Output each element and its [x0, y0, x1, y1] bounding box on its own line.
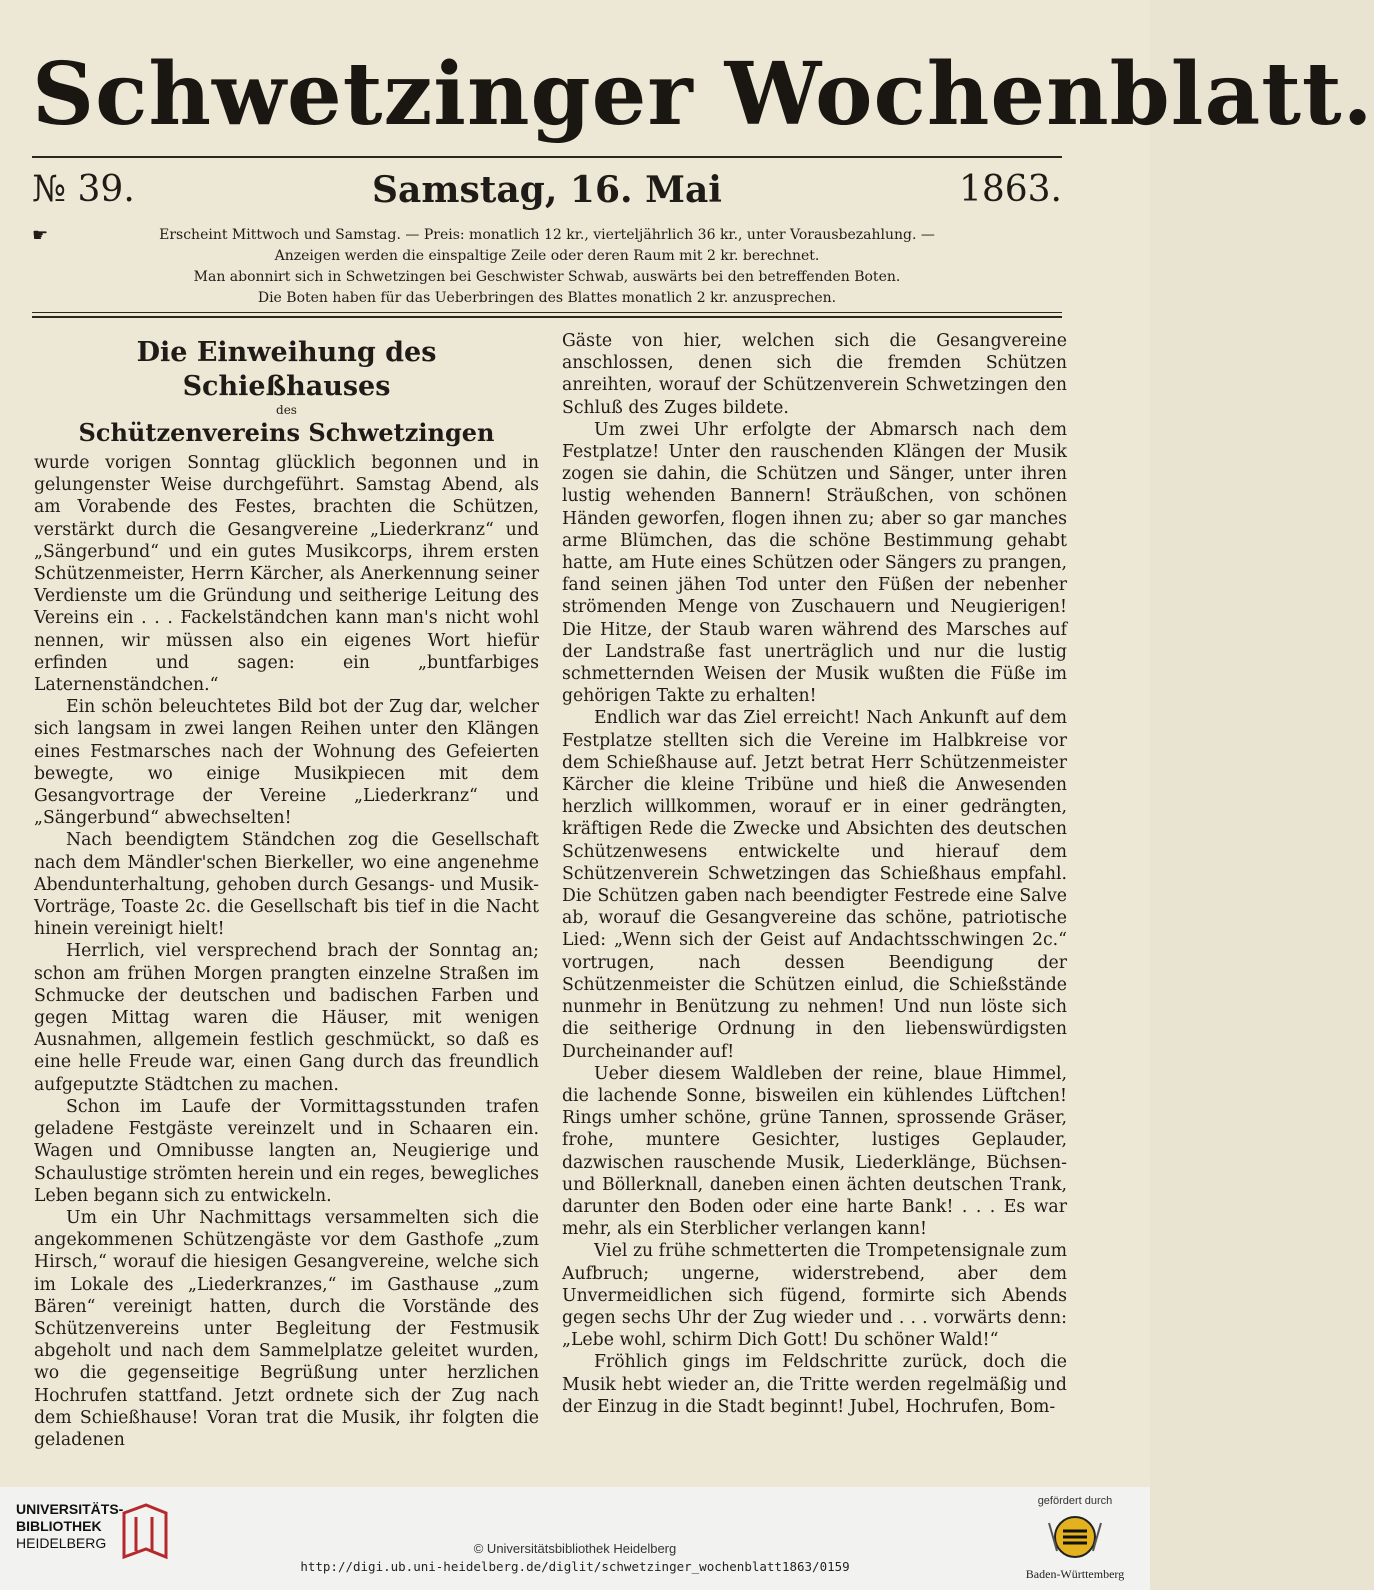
permalink-url[interactable]: http://digi.ub.uni-heidelberg.de/diglit/schwetzinger_wochenblatt1863/0159 — [300, 1559, 850, 1574]
terms-line-1: Erscheint Mittwoch und Samstag. — Preis: monatlich 12 kr., vierteljährlich 36 kr., unter Vorausbezahlung. — — [159, 227, 935, 243]
terms-rule-top — [32, 312, 1062, 313]
issue-date: Samstag, 16. Mai — [372, 169, 722, 211]
article-subhead: Schützenvereins Schwetzingen — [78, 418, 495, 447]
issue-year: 1863. — [958, 169, 1062, 210]
terms-rule-bottom — [32, 316, 1062, 318]
issue-number: № 39. — [32, 169, 135, 210]
paragraph: Fröhlich gings im Feldschritte zurück, doch die Musik hebt wieder an, die Tritte werden regelmäßig und der Einzug in die Stadt beginnt! Jubel, Hochrufen, Bom- — [562, 1352, 1067, 1417]
paragraph: Ueber diesem Waldleben der reine, blaue Himmel, die lachende Sonne, bisweilen ein kühlendes Lüftchen! Rings umher schöne, grüne Tannen, sprossende Gräser, frohe, muntere Gesichter, lustiges Geplauder, dazwischen rauschende Musik, Liederklänge, Büchsen- und Böllerknall, daneben einen ächten deutschen Trank, darunter den Boden oder eine harte Bank! . . . Es war mehr, als ein Sterblicher verlangen kann! — [562, 1063, 1067, 1240]
funder-name: Baden-Württemberg — [1025, 1567, 1125, 1581]
paragraph: Ein schön beleuchtetes Bild bot der Zug dar, welcher sich langsam in zwei langen Reihen unter den Klängen eines Festmarsches nach der Wohnung des Gefeierten bewegte, wo einige Musikpiecen mit dem Gesangvortrage der Vereine „Liederkranz“ und „Sängerbund“ abwechselten! — [34, 697, 539, 829]
article-headline-des: des — [276, 403, 297, 417]
article-headline: Die Einweihung des Schießhauses — [136, 337, 437, 402]
library-name-line-2: BIBLIOTHEK — [16, 1518, 102, 1534]
subscription-terms — [32, 225, 1062, 309]
issue-line — [32, 165, 1062, 215]
terms-line-3: Man abonnirt sich in Schwetzingen bei Geschwister Schwab, auswärts bei den betreffenden Boten. — [193, 269, 901, 285]
library-name-line-1: UNIVERSITÄTS- — [16, 1501, 124, 1517]
library-name-line-3: HEIDELBERG — [16, 1535, 107, 1551]
paragraph: wurde vorigen Sonntag glücklich begonnen und in gelungenster Weise durchgeführt. Samstag Abend, als am Vorabende des Festes, brachten die Schützen, verstärkt durch die Gesangvereine „Liederkranz“ und „Sängerbund“ und ein gutes Musikcorps, ihrem ersten Schützenmeister, Herrn Kärcher, als Anerkennung seiner Verdienste um die Gründung und seitherige Leitung des Vereins ein . . . Fackelständchen kann man's nicht wohl nennen, wir müssen also ein eigenes Wort hiefür erfinden und sagen: ein „buntfarbiges Laternenständchen.“ — [34, 453, 539, 696]
masthead-title: Schwetzinger Wochenblatt. — [32, 44, 1374, 145]
copyright-notice: © Universitätsbibliothek Heidelberg — [473, 1541, 677, 1556]
paragraph: Endlich war das Ziel erreicht! Nach Ankunft auf dem Festplatze stellten sich die Vereine im Halbkreise vor dem Schießhause auf. Jetzt betrat Herr Schützenmeister Kärcher die kleine Tribüne und hieß die Anwesenden herzlich willkommen, worauf er in einer gedrängten, kräftigen Rede die Zwecke und Absichten des deutschen Schützenwesens entwickelte und hierauf dem Schützenverein Schwetzingen das Schießhaus empfahl. Die Schützen gaben nach beendigter Festrede eine Salve ab, worauf die Gesangvereine das schöne, patriotische Lied: „Wenn sich der Geist auf Andachtsschwingen 2c.“ vortrugen, nach dessen Beendigung der Schützenmeister die Schützen einlud, die Schießstände nunmehr in Benützung zu nehmen! Und nun löste sich die seitherige Ordnung in den liebenswürdigsten Durcheinander auf! — [562, 708, 1067, 1062]
paragraph: Um ein Uhr Nachmittags versammelten sich die angekommenen Schützengäste vor dem Gasthofe „zum Hirsch,“ worauf die hiesigen Gesangvereine, welche sich im Lokale des „Liederkranzes,“ im Gasthause „zum Bären“ vereinigt hatten, durch die Vorstände des Schützenvereins unter Begleitung der Festmusik abgeholt und nach dem Sammelplatze geleitet wurden, wo die gegenseitige Begrüßung unter herzlichen Hochrufen stattfand. Jetzt ordnete sich der Zug nach dem Schießhause! Voran trat die Musik, ihr folgten die geladenen — [34, 1207, 539, 1450]
masthead-rule — [32, 156, 1062, 158]
terms-line-4: Die Boten haben für das Ueberbringen des Blattes monatlich 2 kr. anzusprechen. — [257, 290, 837, 306]
paragraph: Viel zu frühe schmetterten die Trompetensignale zum Aufbruch; ungerne, widerstrebend, aber dem Unvermeidlichen sich fügend, formirte sich Abends gegen sechs Uhr der Zug wieder und . . . vorwärts denn: „Lebe wohl, schirm Dich Gott! Du schöner Wald!“ — [562, 1241, 1068, 1351]
digitization-footer — [0, 1487, 1150, 1590]
paragraph: Nach beendigtem Ständchen zog die Gesellschaft nach dem Mändler'schen Bierkeller, wo eine angenehme Abendunterhaltung, gehoben durch Gesangs- und Musik-Vorträge, Toaste 2c. die Gesellschaft bis tief in die Nacht hinein vereinigt hielt! — [34, 830, 539, 940]
funded-by-label: gefördert durch — [1037, 1495, 1113, 1507]
paragraph: Um zwei Uhr erfolgte der Abmarsch nach dem Festplatze! Unter den rauschenden Klängen der Musik zogen sie dahin, die Schützen und Sänger, unter ihren lustig wehenden Bannern! Sträußchen, von schönen Händen geworfen, flogen ihnen zu; aber so gar manches arme Blümchen, das die schöne Bestimmung gehabt hatte, am Hute eines Schützen oder Sängers zu prangen, fand seinen jähen Tod unter den Füßen der nebenher strömenden Menge von Zuschauern und Neugierigen! Die Hitze, der Staub waren während des Marsches auf der Landstraße fast unerträglich und nur die lustig schmetternden Weisen der Musik wußten die Füße im gehörigen Takte zu erhalten! — [562, 419, 1067, 707]
paragraph: Schon im Laufe der Vormittagsstunden trafen geladene Festgäste vereinzelt und in Schaaren ein. Wagen und Omnibusse langten an, Neugierige und Schaulustige strömten herein und ein reges, bewegliches Leben begann sich zu entwickeln. — [34, 1096, 539, 1206]
paragraph: Gäste von hier, welchen sich die Gesangvereine anschlossen, denen sich die fremden Schützen anreihten, worauf der Schützenverein Schwetzingen den Schluß des Zuges bildete. — [562, 331, 1067, 418]
pointing-hand-icon: ☛ — [32, 225, 49, 246]
terms-line-2: Anzeigen werden die einspaltige Zeile oder deren Raum mit 2 kr. berechnet. — [274, 248, 820, 264]
article-column-left — [34, 330, 539, 1451]
coat-of-arms-icon — [1045, 1513, 1105, 1561]
article-column-right — [562, 330, 1067, 1418]
paragraph: Herrlich, viel versprechend brach der Sonntag an; schon am frühen Morgen prangten einzelne Straßen im Schmucke der deutschen und badischen Farben und gegen Mittag waren die Häuser, mit wenigen Ausnahmen, allgemein festlich geschmückt, so daß es eine helle Freude war, einen Gang durch das freundlich aufgeputzte Städtchen zu machen. — [34, 941, 539, 1095]
